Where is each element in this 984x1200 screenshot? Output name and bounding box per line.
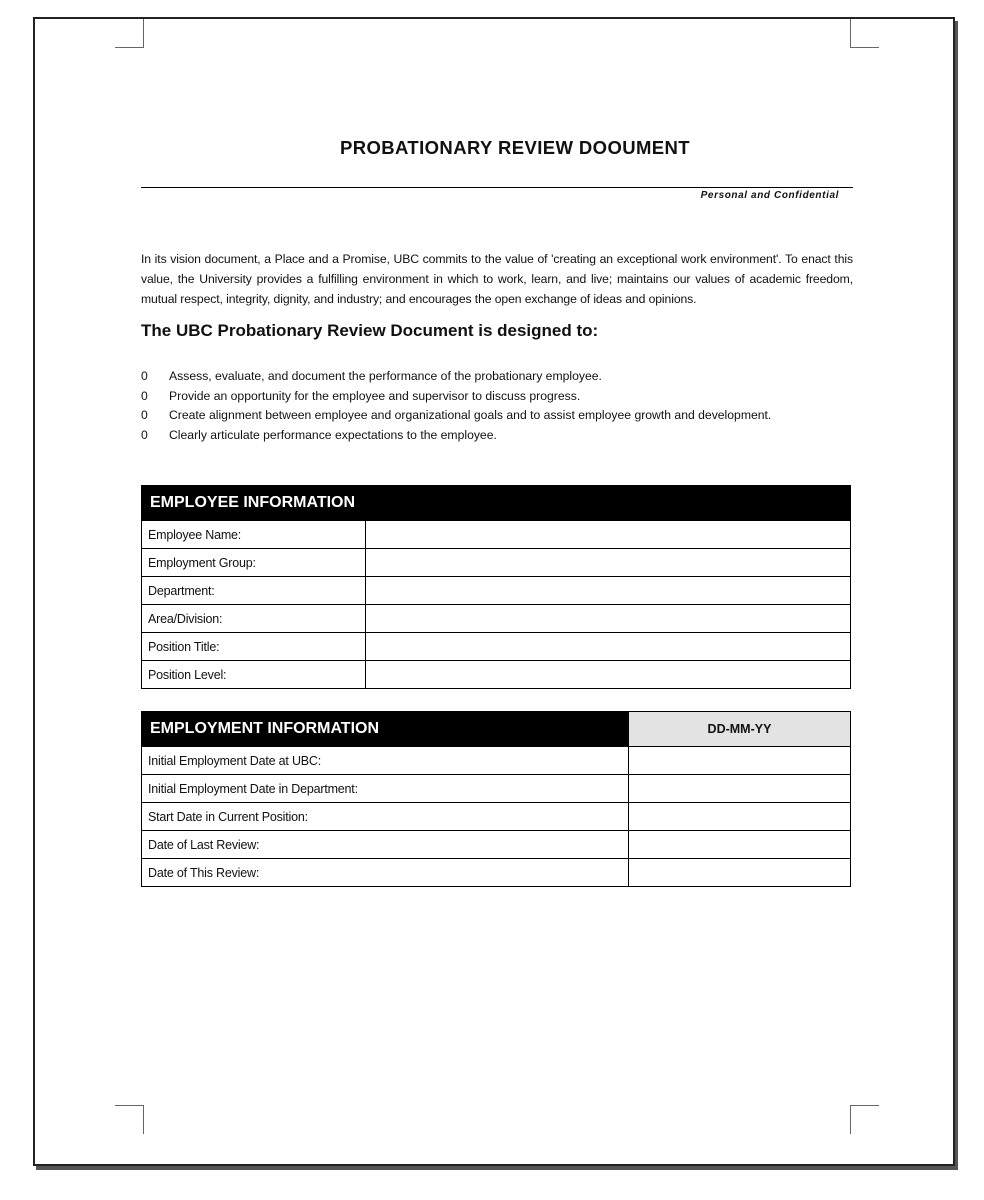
- crop-mark-bottom-left: [115, 1105, 144, 1134]
- confidential-note: Personal and Confidential: [700, 190, 839, 201]
- title-rule: [141, 187, 853, 188]
- employee-information-table: [141, 485, 851, 689]
- table-row: [142, 521, 851, 549]
- crop-mark-bottom-right: [850, 1105, 879, 1134]
- employment-information-table: [141, 711, 851, 887]
- field-label: Start Date in Current Position:: [142, 803, 629, 831]
- bullet-mark: 0: [141, 408, 148, 423]
- field-label: Date of This Review:: [142, 859, 629, 887]
- area-division-field[interactable]: [366, 605, 851, 633]
- list-item: [141, 426, 853, 446]
- field-label: Area/Division:: [142, 605, 366, 633]
- table-row: [142, 661, 851, 689]
- position-level-field[interactable]: [366, 661, 851, 689]
- employment-group-field[interactable]: [366, 549, 851, 577]
- table-row: [142, 605, 851, 633]
- list-item-text: Clearly articulate performance expectations to the employee.: [169, 427, 497, 442]
- employment-information-header: EMPLOYMENT INFORMATION: [142, 712, 629, 747]
- table-row: [142, 747, 851, 775]
- intro-paragraph: In its vision document, a Place and a Promise, UBC commits to the value of 'creating an exceptional work environment'. To enact this value, the University provides a fulfilling environment in which to work, learn, and live; maintains our values of academic freedom, mutual respect, integrity, dignity, and industry; and encourages the open exchange of ideas and opinions.: [141, 252, 853, 306]
- field-label: Position Level:: [142, 661, 366, 689]
- bullet-mark: 0: [141, 427, 148, 442]
- table-row: [142, 803, 851, 831]
- date-this-review-field[interactable]: [629, 859, 851, 887]
- employee-name-field[interactable]: [366, 521, 851, 549]
- table-row: [142, 859, 851, 887]
- list-item-text: Create alignment between employee and organizational goals and to assist employee growth and development.: [169, 408, 772, 423]
- initial-employment-date-department-field[interactable]: [629, 775, 851, 803]
- crop-mark-top-left: [115, 19, 144, 48]
- date-last-review-field[interactable]: [629, 831, 851, 859]
- employee-information-header: EMPLOYEE INFORMATION: [142, 486, 851, 521]
- document-title: PROBATIONARY REVIEW DOOUMENT: [339, 137, 691, 158]
- crop-mark-top-right: [850, 19, 879, 48]
- table-row: [142, 633, 851, 661]
- position-title-field[interactable]: [366, 633, 851, 661]
- document-content: [141, 137, 853, 887]
- field-label: Date of Last Review:: [142, 831, 629, 859]
- list-item-text: Assess, evaluate, and document the performance of the probationary employee.: [169, 369, 602, 384]
- table-row: [142, 831, 851, 859]
- purpose-list: [141, 367, 853, 445]
- field-label: Initial Employment Date at UBC:: [142, 747, 629, 775]
- initial-employment-date-ubc-field[interactable]: [629, 747, 851, 775]
- bullet-mark: 0: [141, 388, 148, 403]
- list-item: [141, 406, 853, 426]
- start-date-current-position-field[interactable]: [629, 803, 851, 831]
- field-label: Employment Group:: [142, 549, 366, 577]
- department-field[interactable]: [366, 577, 851, 605]
- table-row: [142, 577, 851, 605]
- field-label: Position Title:: [142, 633, 366, 661]
- date-format-header: DD-MM-YY: [629, 712, 851, 747]
- field-label: Employee Name:: [142, 521, 366, 549]
- field-label: Department:: [142, 577, 366, 605]
- list-item: [141, 387, 853, 407]
- table-row: [142, 775, 851, 803]
- bullet-mark: 0: [141, 369, 148, 384]
- purpose-heading: The UBC Probationary Review Document is designed to:: [141, 321, 599, 341]
- list-item-text: Provide an opportunity for the employee and supervisor to discuss progress.: [169, 388, 581, 403]
- field-label: Initial Employment Date in Department:: [142, 775, 629, 803]
- table-row: [142, 549, 851, 577]
- list-item: [141, 367, 853, 387]
- document-page: [33, 17, 955, 1166]
